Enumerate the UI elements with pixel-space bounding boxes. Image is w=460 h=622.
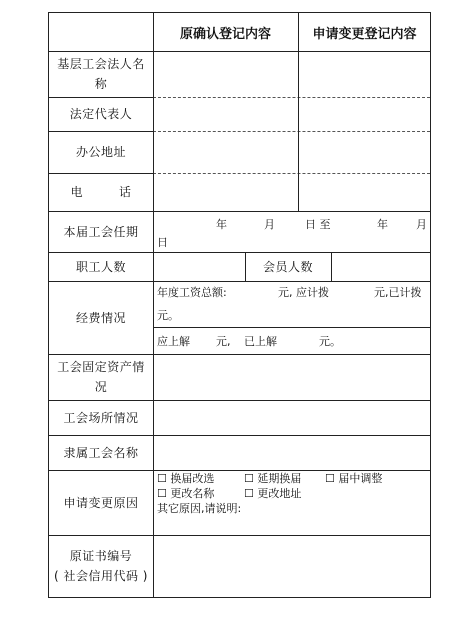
certificate-number-field[interactable] (154, 536, 430, 596)
reason-option-reelection[interactable]: ☐ 换届改选 (157, 472, 215, 485)
label-term: 本届工会任期 (63, 224, 139, 239)
funds-counted-label: 元,已计拨 (374, 286, 422, 299)
checkbox-icon[interactable]: ☐ (325, 472, 335, 485)
original-union-name-field[interactable] (154, 52, 297, 96)
label-venue: 工会场所情况 (63, 410, 139, 425)
reason-other-label: 其它原因,请说明: (157, 502, 242, 515)
funds-should-label: 元, 应计拨 (278, 286, 329, 299)
term-month-2: 月 (416, 218, 427, 231)
term-year-1: 年 (216, 218, 227, 231)
term-year-2: 年 (377, 218, 388, 231)
checkbox-icon[interactable]: ☐ (157, 487, 167, 500)
checkbox-icon[interactable]: ☐ (244, 472, 254, 485)
new-union-name-field[interactable] (299, 52, 430, 96)
label-members: 会员人数 (262, 259, 313, 274)
dashed-divider (153, 131, 430, 132)
label-phone: 电 话 (70, 185, 132, 199)
term-day-to: 日 至 (305, 218, 331, 231)
funds-remit-should-label: 应上解 (157, 335, 190, 348)
label-legal-representative: 法定代表人 (69, 107, 133, 121)
change-registration-form (48, 12, 431, 598)
dashed-divider (153, 173, 430, 174)
label-funds: 经费情况 (75, 310, 126, 325)
checkbox-icon[interactable]: ☐ (244, 487, 254, 500)
reason-option-address[interactable]: ☐ 更改地址 (244, 487, 302, 500)
label-change-reason: 申请变更原因 (63, 495, 139, 510)
label-employees: 职工人数 (75, 259, 126, 274)
label-affiliated-union: 隶属工会名称 (63, 445, 139, 460)
reason-option-midterm[interactable]: ☐ 届中调整 (325, 472, 383, 485)
header-original: 原确认登记内容 (179, 26, 271, 42)
funds-divider (153, 327, 430, 328)
dashed-divider (153, 97, 430, 98)
header-change: 申请变更登记内容 (312, 26, 417, 42)
affiliated-union-field[interactable] (154, 436, 430, 469)
funds-end-label: 元。 (157, 309, 179, 322)
funds-remit-end-label: 元。 (319, 335, 341, 348)
label-column-divider (153, 13, 154, 597)
funds-remitted-label: 已上解 (244, 335, 277, 348)
label-office-address: 办公地址 (75, 145, 126, 159)
reason-option-rename[interactable]: ☐ 更改名称 (157, 487, 215, 500)
funds-total-label: 年度工资总额: (157, 286, 227, 299)
term-day-2: 日 (157, 236, 168, 249)
fixed-assets-field[interactable] (154, 355, 430, 399)
venue-field[interactable] (154, 401, 430, 434)
term-month-1: 月 (264, 218, 275, 231)
reason-option-postpone[interactable]: ☐ 延期换届 (244, 472, 302, 485)
label-union-name: 基层工会法人名 称 (57, 57, 145, 91)
label-fixed-assets: 工会固定资产情 况 (57, 360, 145, 394)
employees-field[interactable] (154, 253, 244, 280)
members-field[interactable] (332, 253, 430, 280)
funds-remit-yuan-label: 元, (216, 335, 231, 348)
label-certificate-number: 原证书编号 ( 社会信用代码 ) (54, 549, 148, 583)
checkbox-icon[interactable]: ☐ (157, 472, 167, 485)
